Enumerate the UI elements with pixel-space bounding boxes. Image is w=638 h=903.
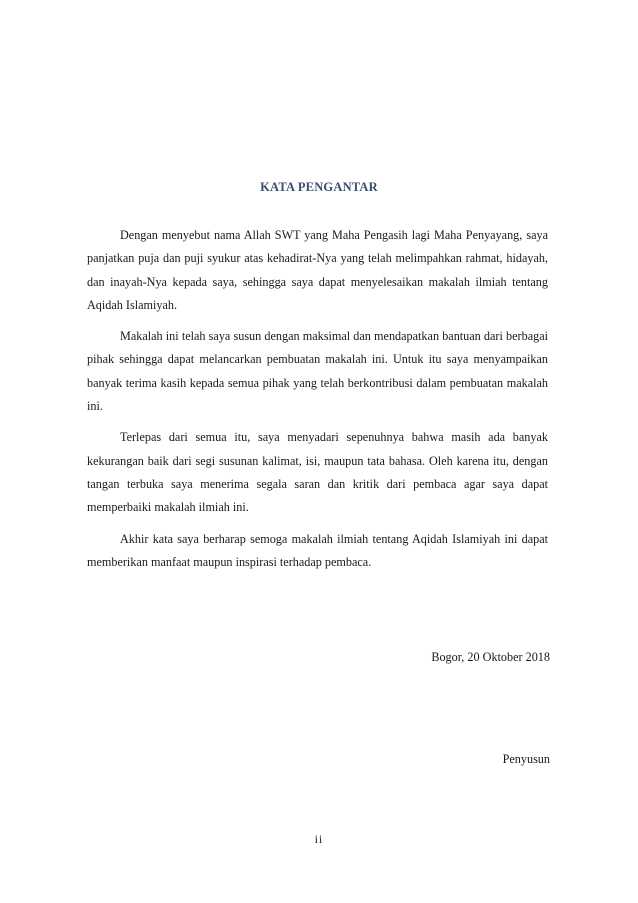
paragraph-4: Akhir kata saya berharap semoga makalah ilmiah tentang Aqidah Islamiyah ini dapat memberikan manfaat maupun inspirasi terhadap pembaca.: [87, 531, 548, 569]
paragraph-2: Makalah ini telah saya susun dengan maksimal dan mendapatkan bantuan dari berbagai pihak sehingga dapat melancarkan pembuatan makalah ini. Untuk itu saya menyampaikan banyak terima kasih kepada semua pihak yang telah berkontribusi dalam pembuatan makalah ini.: [87, 329, 548, 414]
signature-name: Penyusun: [502, 752, 550, 766]
body-text: [87, 224, 548, 582]
page-number: ii: [314, 834, 324, 846]
page-title: KATA PENGANTAR: [260, 180, 378, 194]
paragraph-1: Dengan menyebut nama Allah SWT yang Maha Pengasih lagi Maha Penyayang, saya panjatkan puja dan puji syukur atas kehadirat-Nya yang telah melimpahkan rahmat, hidayah, dan inayah-Nya kepada saya, sehingga saya dapat menyelesaikan makalah ilmiah tentang Aqidah Islamiyah.: [87, 228, 548, 312]
place-date: Bogor, 20 Oktober 2018: [431, 650, 550, 664]
paragraph-3: Terlepas dari semua itu, saya menyadari sepenuhnya bahwa masih ada banyak kekurangan baik dari segi susunan kalimat, isi, maupun tata bahasa. Oleh karena itu, dengan tangan terbuka saya menerima segala saran dan kritik dari pembaca agar saya dapat memperbaiki makalah ilmiah ini.: [87, 430, 548, 515]
